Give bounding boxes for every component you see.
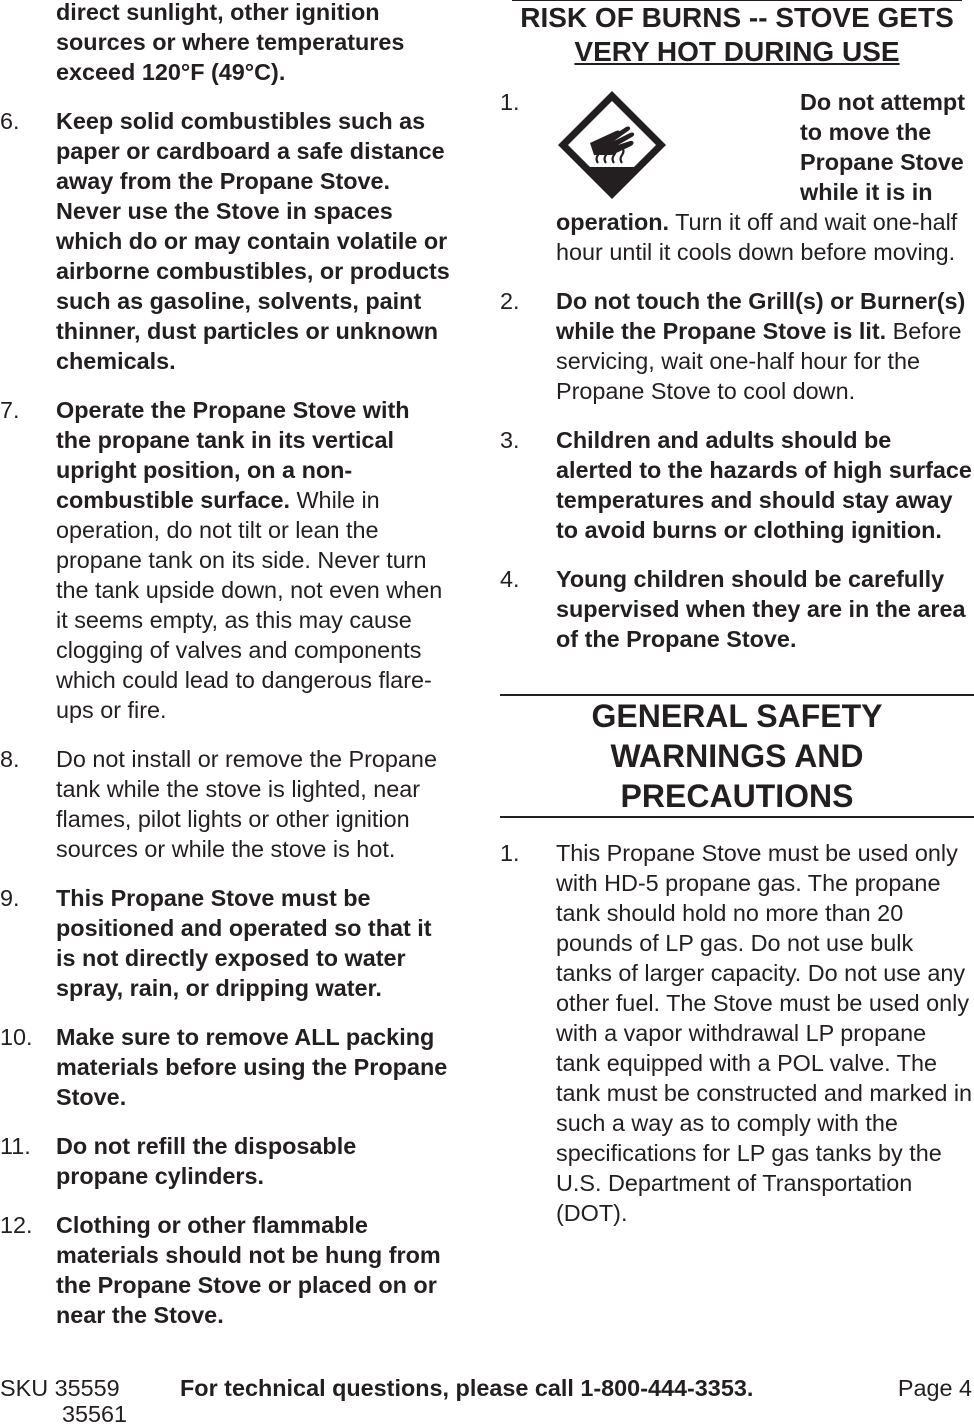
item-bold-text: This Propane Stove must be positioned and operated so that it is not directly exposed to water spray, rain, or dripping water. bbox=[56, 885, 432, 1001]
burns-heading-line2: VERY HOT DURING USE bbox=[574, 36, 900, 67]
item-normal-text: Do not install or remove the Propane tank while the stove is lighted, near flames, pilot lights or other ignition sources or while the stove is hot. bbox=[56, 746, 437, 862]
page-footer bbox=[0, 1374, 974, 1426]
item-bold-text: Make sure to remove ALL packing materials before using the Propane Stove. bbox=[56, 1024, 448, 1110]
general-heading-line1: GENERAL SAFETY bbox=[591, 698, 883, 734]
item-number: 2. bbox=[500, 288, 520, 314]
burns-heading bbox=[500, 1, 974, 69]
item-normal-text: Turn it off and wait one-half hour until it cools down before moving. bbox=[556, 209, 958, 265]
item-bold-text: Operate the Propane Stove with the propane tank in its vertical upright position, on a non-combustible surface. bbox=[56, 397, 410, 513]
item-normal-text: Before servicing, wait one-half hour for the Propane Stove to cool down. bbox=[556, 318, 962, 404]
item-number: 6. bbox=[0, 108, 20, 134]
item-number: 12. bbox=[0, 1212, 33, 1238]
item-number: 11. bbox=[0, 1133, 31, 1159]
item-bold-text: Young children should be carefully supervised when they are in the area of the Propane Stove. bbox=[556, 566, 966, 652]
item-number: 1. bbox=[500, 840, 520, 866]
item-number: 3. bbox=[500, 427, 520, 453]
item-normal-text: While in operation, do not tilt or lean the propane tank on its side. Never turn the tank upside down, not even when it seems empty, as this may cause clogging of valves and components which could lead to dangerous flare-ups or fire. bbox=[56, 487, 443, 723]
item-normal-text: This Propane Stove must be used only with HD-5 propane gas. The propane tank should hold no more than 20 pounds of LP gas. Do not use bulk tanks of larger capacity. Do not use any other fuel. The Stove must be used only with a vapor withdrawal LP propane tank equipped with a POL valve. The tank must be constructed and marked in such a way as to comply with the specifications for LP gas tanks by the U.S. Department of Transportation (DOT). bbox=[556, 840, 973, 1226]
sku-label: SKU 35559 bbox=[0, 1375, 120, 1401]
general-heading-line3: PRECAUTIONS bbox=[620, 778, 854, 814]
hot-surface-warning-icon bbox=[556, 89, 668, 201]
burn-item-1 bbox=[500, 87, 974, 267]
left-column bbox=[0, 0, 475, 1330]
burn-item-4 bbox=[500, 564, 974, 654]
warning-item-8 bbox=[0, 744, 475, 864]
item-number: 4. bbox=[500, 566, 520, 592]
general-heading-line2: WARNINGS AND bbox=[610, 738, 864, 774]
right-column bbox=[500, 0, 974, 1228]
burns-heading-line1: RISK OF BURNS -- STOVE GETS bbox=[520, 2, 954, 33]
item-number: 10. bbox=[0, 1024, 33, 1050]
warning-item-6 bbox=[0, 106, 475, 376]
warning-item-10 bbox=[0, 1022, 475, 1112]
item-number: 1. bbox=[500, 89, 520, 115]
item-number: 9. bbox=[0, 885, 20, 911]
burn-item-3 bbox=[500, 425, 974, 545]
item-bold-text: Do not touch the Grill(s) or Burner(s) while the Propane Stove is lit. bbox=[556, 288, 966, 344]
item-bold-text: Do not refill the disposable propane cylinders. bbox=[56, 1133, 357, 1189]
intro-text: direct sunlight, other ignition sources or where temperatures exceed 120°F (49°C). bbox=[56, 0, 405, 85]
tech-support-note: For technical questions, please call 1-800-444-3353. bbox=[180, 1375, 754, 1401]
item-bold-text: Children and adults should be alerted to the hazards of high surface temperatures and should stay away to avoid burns or clothing ignition. bbox=[556, 427, 972, 543]
intro-continuation bbox=[0, 0, 475, 87]
page-number: Page 4 bbox=[897, 1375, 972, 1401]
general-item-1 bbox=[500, 838, 974, 1228]
item-bold-text: Do not attempt to move the Propane Stove while it is in operation. bbox=[556, 89, 966, 235]
warning-item-7 bbox=[0, 395, 475, 725]
warning-item-11 bbox=[0, 1131, 475, 1191]
sku-second: 35561 bbox=[62, 1401, 128, 1427]
warning-item-12 bbox=[0, 1210, 475, 1330]
item-bold-text: Keep solid combustibles such as paper or cardboard a safe distance away from the Propane Stove. Never use the Stove in spaces which do or may contain volatile or airborne combustibles, or products such as gasoline, solvents, paint thinner, dust particles or unknown chemicals. bbox=[56, 108, 450, 374]
item-number: 8. bbox=[0, 746, 20, 772]
item-number: 7. bbox=[0, 397, 20, 423]
burn-item-2 bbox=[500, 286, 974, 406]
icon-float bbox=[678, 87, 800, 199]
item-bold-text: Clothing or other flammable materials should not be hung from the Propane Stove or placed on or near the Stove. bbox=[56, 1212, 441, 1328]
general-safety-heading bbox=[500, 694, 974, 818]
warning-item-9 bbox=[0, 883, 475, 1003]
